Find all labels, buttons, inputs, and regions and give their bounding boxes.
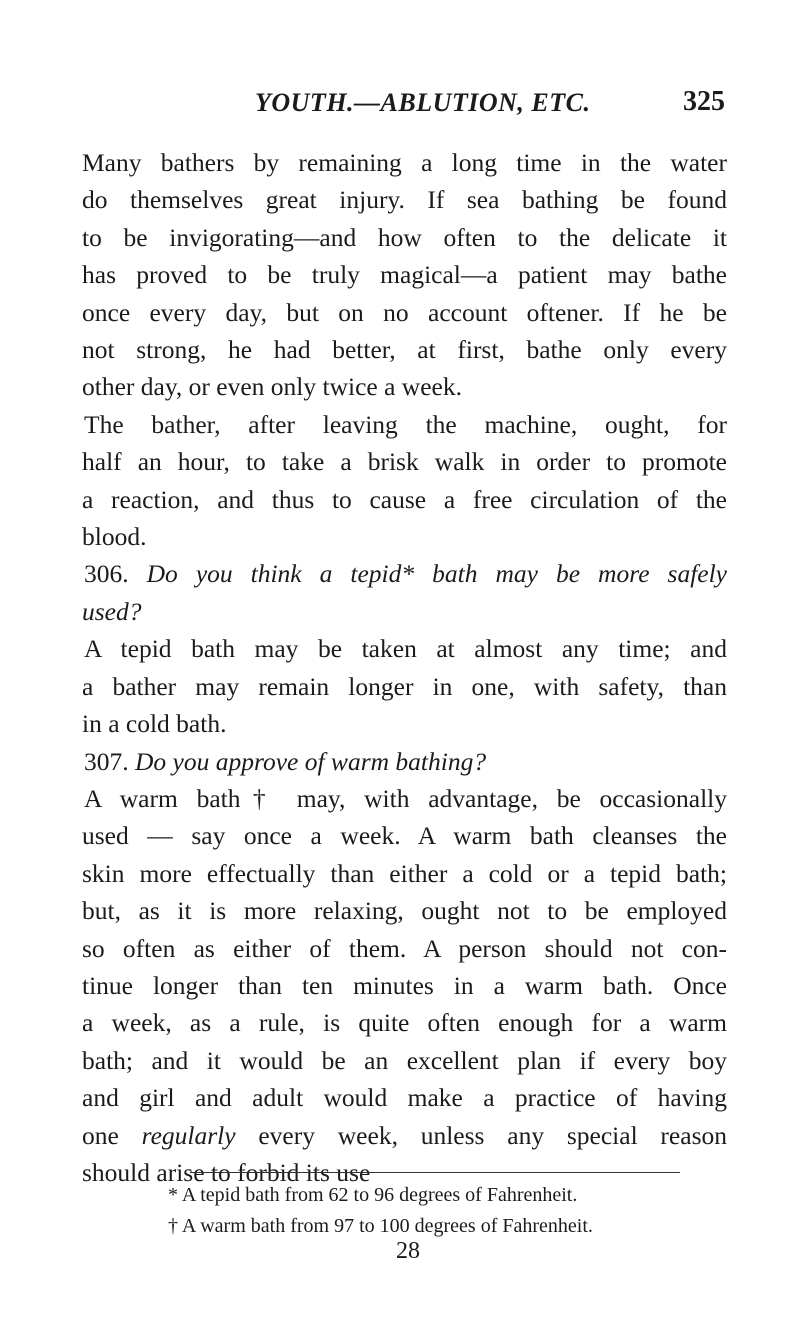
footnotes: [168, 1180, 688, 1242]
page-number: 325: [683, 86, 725, 117]
text-line: once every day, but on no account oftener. If he be: [82, 297, 727, 327]
text-line: Many bathers by remaining a long time in the water: [82, 148, 727, 177]
page-header: [255, 88, 725, 128]
answer-line: should arise to forbid its use: [82, 1157, 371, 1187]
text-run: one: [82, 1120, 142, 1150]
answer-line: but, as it is more relaxing, ought not to be employed: [82, 896, 727, 926]
answer-line: and girl and adult would make a practice of having: [82, 1083, 727, 1113]
text-line: not strong, he had better, at first, bathe only every: [82, 335, 727, 365]
question-306: [82, 555, 727, 592]
question-number: 307.: [84, 746, 129, 776]
question-text: Do you approve of warm bathing?: [135, 746, 487, 776]
question-text: used?: [82, 596, 142, 626]
text-line: half an hour, to take a brisk walk in order to promote: [82, 447, 727, 477]
question-number: 306.: [84, 559, 129, 589]
answer-line: tinue longer than ten minutes in a warm bath. Once: [82, 970, 727, 1000]
answer-line: A tepid bath may be taken at almost any time; and: [84, 634, 727, 664]
answer-line: [82, 1117, 727, 1154]
text-line: to be invigorating—and how often to the delicate it: [82, 222, 727, 252]
answer-line: in a cold bath.: [82, 709, 227, 739]
signature-mark: 28: [396, 1238, 420, 1264]
answer-line: skin more effectually than either a cold or a tepid bath;: [82, 858, 727, 888]
answer-line: a week, as a rule, is quite often enough for a warm: [82, 1008, 727, 1038]
text-line: has proved to be truly magical—a patient may bathe: [82, 260, 727, 290]
question-text: Do you think a tepid* bath may be more safely: [146, 559, 727, 589]
text-line: a reaction, and thus to cause a free circulation of the: [82, 484, 727, 514]
answer-line: bath; and it would be an excellent plan if every boy: [82, 1045, 727, 1075]
footnote-tepid: * A tepid bath from 62 to 96 degrees of Fahrenheit.: [168, 1184, 578, 1206]
text-line: blood.: [82, 522, 147, 552]
question-307: [82, 743, 727, 780]
text-line: other day, or even only twice a week.: [82, 372, 462, 402]
answer-line: used — say once a week. A warm bath cleanses the: [82, 821, 727, 851]
text-line: do themselves great injury. If sea bathing be found: [82, 185, 727, 215]
running-head: YOUTH.—ABLUTION, ETC.: [255, 88, 591, 117]
emphasis: regularly: [141, 1120, 236, 1150]
answer-line: so often as either of them. A person should not con-: [82, 933, 727, 963]
footnote-warm: † A warm bath from 97 to 100 degrees of Fahrenheit.: [168, 1215, 593, 1237]
footnote-divider: [190, 1172, 680, 1173]
answer-line: a bather may remain longer in one, with safety, than: [82, 671, 727, 701]
text-run: every week, unless any special reason: [235, 1120, 727, 1150]
text-line: The bather, after leaving the machine, ought, for: [84, 409, 727, 439]
body-text: [82, 144, 727, 1191]
answer-line: A warm bath† may, with advantage, be occasionally: [84, 783, 727, 813]
